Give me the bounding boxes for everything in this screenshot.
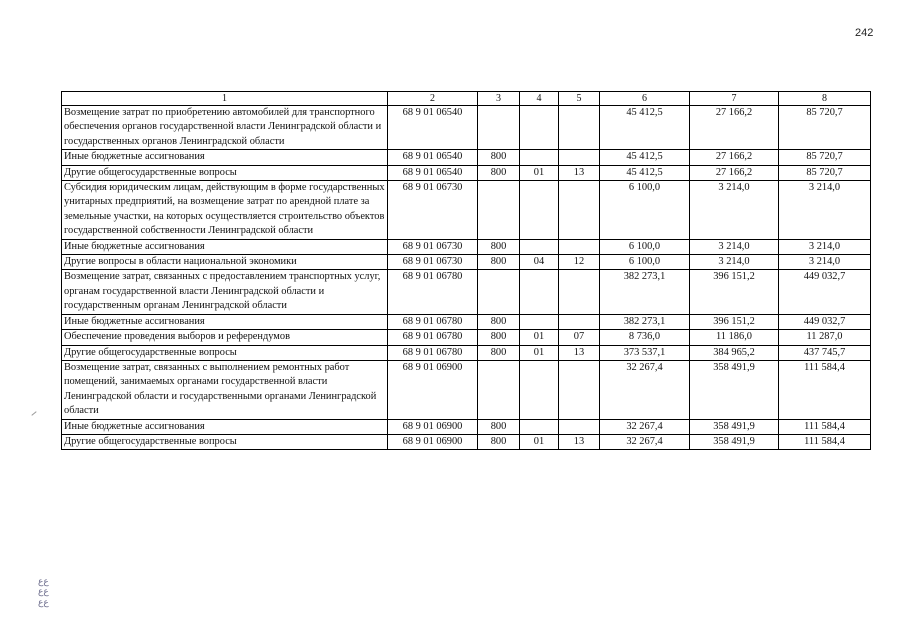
row-amount-col6: 6 100,0	[600, 239, 690, 254]
row-code: 68 9 01 06730	[388, 255, 478, 270]
margin-mark: ﻉﻉ	[38, 577, 49, 587]
row-description: Иные бюджетные ассигнования	[62, 419, 388, 434]
row-amount-col6: 373 537,1	[600, 345, 690, 360]
row-subsection: 13	[559, 434, 600, 449]
row-expense-type: 800	[478, 255, 520, 270]
row-amount-col8: 3 214,0	[779, 255, 871, 270]
table-row	[62, 419, 871, 434]
row-amount-col6: 6 100,0	[600, 181, 690, 240]
row-expense-type: 800	[478, 150, 520, 165]
table-row	[62, 150, 871, 165]
header-cell-4: 4	[520, 92, 559, 106]
margin-mark: ﻉﻉ	[38, 587, 49, 597]
header-cell-3: 3	[478, 92, 520, 106]
row-amount-col6: 382 273,1	[600, 314, 690, 329]
row-section: 01	[520, 330, 559, 345]
row-expense-type: 800	[478, 330, 520, 345]
row-section	[520, 239, 559, 254]
table-row	[62, 181, 871, 240]
table-row	[62, 330, 871, 345]
row-amount-col8: 437 745,7	[779, 345, 871, 360]
row-description: Возмещение затрат по приобретению автомобилей для транспортного обеспечения органов государственной власти Ленинградской области и государственных органов Ленинградской области	[62, 106, 388, 150]
row-amount-col7: 396 151,2	[690, 314, 779, 329]
row-amount-col7: 358 491,9	[690, 434, 779, 449]
row-section	[520, 314, 559, 329]
margin-mark: ﻉﻉ	[38, 598, 49, 608]
row-amount-col6: 32 267,4	[600, 419, 690, 434]
row-subsection: 12	[559, 255, 600, 270]
row-amount-col7: 27 166,2	[690, 150, 779, 165]
row-expense-type: 800	[478, 165, 520, 180]
row-description: Другие общегосударственные вопросы	[62, 165, 388, 180]
row-amount-col7: 384 965,2	[690, 345, 779, 360]
table-row	[62, 106, 871, 150]
row-expense-type: 800	[478, 345, 520, 360]
budget-table	[61, 91, 871, 450]
row-section	[520, 419, 559, 434]
row-expense-type	[478, 360, 520, 419]
row-code: 68 9 01 06780	[388, 345, 478, 360]
header-cell-2: 2	[388, 92, 478, 106]
row-expense-type	[478, 270, 520, 314]
table-row	[62, 270, 871, 314]
row-amount-col6: 45 412,5	[600, 106, 690, 150]
row-subsection: 13	[559, 345, 600, 360]
row-code: 68 9 01 06900	[388, 434, 478, 449]
row-description: Возмещение затрат, связанных с выполнением ремонтных работ помещений, занимаемых органами государственной власти Ленинградской области и государственными органами Ленинградской области	[62, 360, 388, 419]
row-subsection	[559, 314, 600, 329]
row-expense-type: 800	[478, 314, 520, 329]
row-section	[520, 150, 559, 165]
row-amount-col7: 358 491,9	[690, 419, 779, 434]
row-subsection	[559, 106, 600, 150]
row-description: Иные бюджетные ассигнования	[62, 314, 388, 329]
table-row	[62, 434, 871, 449]
row-amount-col8: 111 584,4	[779, 434, 871, 449]
row-amount-col8: 3 214,0	[779, 181, 871, 240]
table-row	[62, 255, 871, 270]
row-description: Обеспечение проведения выборов и референдумов	[62, 330, 388, 345]
row-code: 68 9 01 06780	[388, 314, 478, 329]
row-amount-col7: 3 214,0	[690, 181, 779, 240]
row-expense-type: 800	[478, 239, 520, 254]
row-subsection	[559, 150, 600, 165]
row-subsection	[559, 239, 600, 254]
row-expense-type	[478, 106, 520, 150]
row-description: Другие общегосударственные вопросы	[62, 345, 388, 360]
row-amount-col8: 449 032,7	[779, 270, 871, 314]
row-code: 68 9 01 06780	[388, 330, 478, 345]
row-section: 01	[520, 434, 559, 449]
row-amount-col7: 358 491,9	[690, 360, 779, 419]
row-expense-type: 800	[478, 434, 520, 449]
row-code: 68 9 01 06900	[388, 360, 478, 419]
table-row	[62, 314, 871, 329]
row-subsection: 07	[559, 330, 600, 345]
row-amount-col6: 32 267,4	[600, 360, 690, 419]
row-subsection	[559, 270, 600, 314]
row-section	[520, 270, 559, 314]
row-subsection	[559, 419, 600, 434]
row-amount-col7: 27 166,2	[690, 106, 779, 150]
row-code: 68 9 01 06780	[388, 270, 478, 314]
row-subsection	[559, 360, 600, 419]
row-amount-col6: 45 412,5	[600, 150, 690, 165]
header-cell-5: 5	[559, 92, 600, 106]
row-expense-type: 800	[478, 419, 520, 434]
row-description: Иные бюджетные ассигнования	[62, 150, 388, 165]
row-amount-col8: 111 584,4	[779, 419, 871, 434]
table-row	[62, 239, 871, 254]
table-header-row	[62, 92, 871, 106]
row-amount-col7: 3 214,0	[690, 255, 779, 270]
row-subsection: 13	[559, 165, 600, 180]
row-code: 68 9 01 06540	[388, 150, 478, 165]
row-description: Иные бюджетные ассигнования	[62, 239, 388, 254]
row-section: 04	[520, 255, 559, 270]
row-description: Другие вопросы в области национальной экономики	[62, 255, 388, 270]
margin-pen-stroke	[31, 411, 36, 416]
row-amount-col6: 6 100,0	[600, 255, 690, 270]
row-subsection	[559, 181, 600, 240]
row-code: 68 9 01 06900	[388, 419, 478, 434]
header-cell-1: 1	[62, 92, 388, 106]
row-section	[520, 181, 559, 240]
table-row	[62, 165, 871, 180]
table-row	[62, 360, 871, 419]
row-amount-col8: 111 584,4	[779, 360, 871, 419]
row-code: 68 9 01 06540	[388, 165, 478, 180]
row-section: 01	[520, 165, 559, 180]
row-code: 68 9 01 06540	[388, 106, 478, 150]
row-amount-col8: 85 720,7	[779, 165, 871, 180]
row-amount-col7: 27 166,2	[690, 165, 779, 180]
table-row	[62, 345, 871, 360]
row-amount-col8: 3 214,0	[779, 239, 871, 254]
row-amount-col8: 449 032,7	[779, 314, 871, 329]
row-amount-col8: 85 720,7	[779, 150, 871, 165]
row-amount-col6: 45 412,5	[600, 165, 690, 180]
page-number: 242	[855, 27, 874, 39]
row-section	[520, 106, 559, 150]
header-cell-7: 7	[690, 92, 779, 106]
row-description: Субсидия юридическим лицам, действующим в форме государственных унитарных предприятий, на возмещение затрат по арендной плате за земельные участки, на которых осуществляется строительство объектов государственной собственности Ленинградской области	[62, 181, 388, 240]
row-amount-col6: 8 736,0	[600, 330, 690, 345]
header-cell-8: 8	[779, 92, 871, 106]
row-amount-col7: 396 151,2	[690, 270, 779, 314]
row-description: Другие общегосударственные вопросы	[62, 434, 388, 449]
row-amount-col7: 3 214,0	[690, 239, 779, 254]
row-description: Возмещение затрат, связанных с предоставлением транспортных услуг, органам государственной власти Ленинградской области и государственным органам Ленинградской области	[62, 270, 388, 314]
row-amount-col6: 32 267,4	[600, 434, 690, 449]
row-code: 68 9 01 06730	[388, 181, 478, 240]
row-amount-col6: 382 273,1	[600, 270, 690, 314]
row-section: 01	[520, 345, 559, 360]
row-amount-col7: 11 186,0	[690, 330, 779, 345]
row-code: 68 9 01 06730	[388, 239, 478, 254]
row-expense-type	[478, 181, 520, 240]
row-section	[520, 360, 559, 419]
row-amount-col8: 11 287,0	[779, 330, 871, 345]
row-amount-col8: 85 720,7	[779, 106, 871, 150]
header-cell-6: 6	[600, 92, 690, 106]
